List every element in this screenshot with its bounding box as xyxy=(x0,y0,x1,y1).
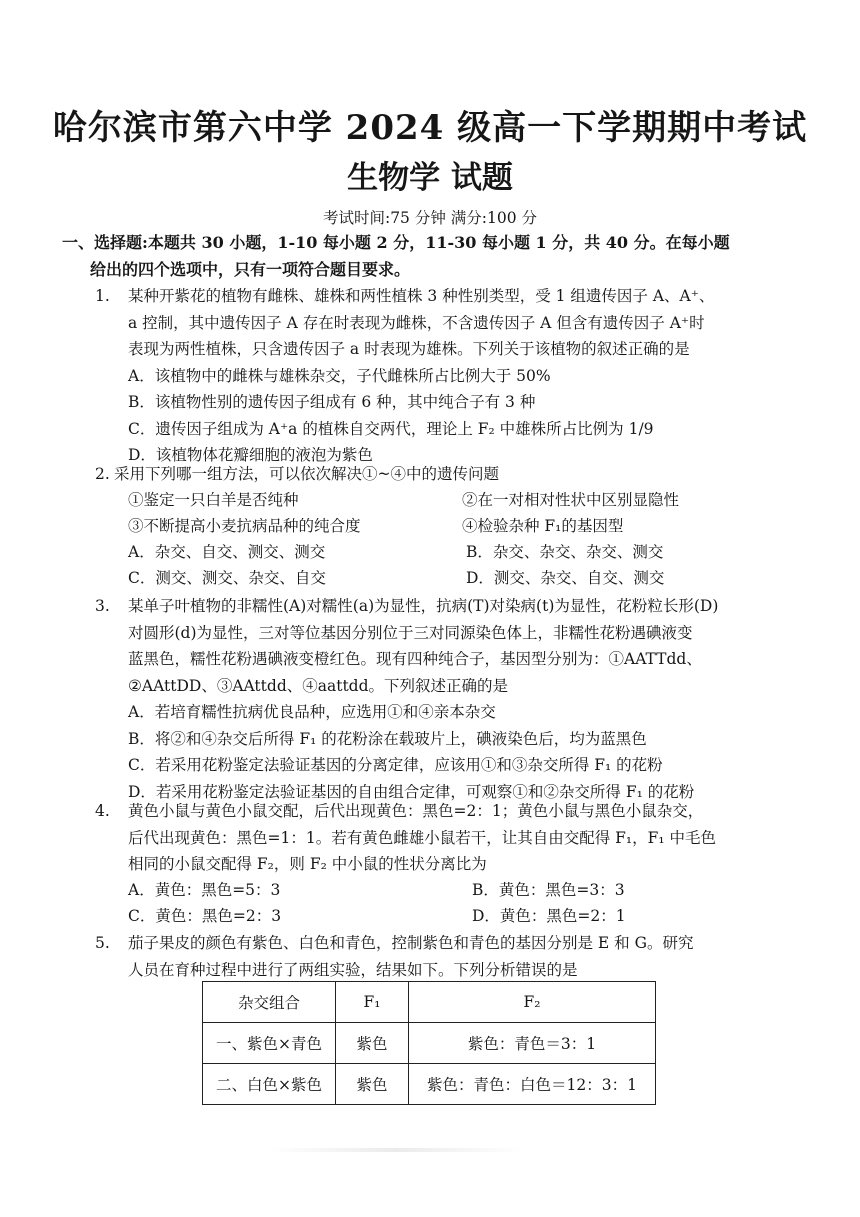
section-heading xyxy=(62,230,822,283)
option-c: C．遗传因子组成为 A⁺a 的植株自交两代，理论上 F₂ 中雄株所占比例为 1/9 xyxy=(128,419,654,438)
question-2-stem xyxy=(114,461,834,488)
table-cell: 紫色 xyxy=(336,1023,409,1064)
question-stem-line: a 控制，其中遗传因子 A 存在时表现为雌株，不含遗传因子 A 但含有遗传因子 A⁺时 xyxy=(128,313,705,332)
question-5 xyxy=(128,930,828,983)
table-header-cell: F₁ xyxy=(336,982,409,1023)
question-2-item-2: ②在一对相对性状中区别显隐性 xyxy=(462,491,680,509)
table-cell: 紫色：青色＝3：1 xyxy=(409,1023,656,1064)
table-cell: 紫色 xyxy=(336,1064,409,1105)
option-a: A．杂交、自交、测交、测交 xyxy=(128,543,326,561)
question-stem-line: 黄色小鼠与黄色小鼠交配，后代出现黄色：黑色=2：1；黄色小鼠与黑色小鼠杂交， xyxy=(128,802,704,820)
question-stem-line: 表现为两性植株，只含遗传因子 a 时表现为雄株。下列关于该植物的叙述正确的是 xyxy=(128,340,690,358)
table-header-cell: 杂交组合 xyxy=(203,982,336,1023)
option-d: D．黄色：黑色=2：1 xyxy=(472,907,626,925)
question-2-item-1: ①鉴定一只白羊是否纯种 xyxy=(128,491,299,509)
table-row xyxy=(203,1064,656,1105)
option-b: B．将②和④杂交后所得 F₁ 的花粉涂在载玻片上，碘液染色后，均为蓝黑色 xyxy=(128,729,647,748)
option-b: B．该植物性别的遗传因子组成有 6 种，其中纯合子有 3 种 xyxy=(128,393,536,411)
section-heading-line-2: 给出的四个选项中，只有一项符合题目要求。 xyxy=(90,259,411,279)
question-stem-line: 对圆形(d)为显性，三对等位基因分别位于三对同源染色体上，非糯性花粉遇碘液变 xyxy=(128,623,693,642)
option-a: A．若培育糯性抗病优良品种，应选用①和④亲本杂交 xyxy=(128,703,496,721)
question-stem-line: 人员在育种过程中进行了两组实验，结果如下。下列分析错误的是 xyxy=(128,960,578,979)
exam-subtitle: 生物学 试题 xyxy=(347,160,513,196)
question-stem-line: 后代出现黄色：黑色=1：1。若有黄色雌雄小鼠若干，让其自由交配得 F₁，F₁ 中毛色 xyxy=(128,828,717,847)
question-number: 2. xyxy=(95,465,110,483)
section-heading-line-1: 一、选择题:本题共 30 小题，1-10 每小题 2 分，11-30 每小题 1 分，共 40 分。在每小题 xyxy=(62,233,730,252)
question-number: 4. xyxy=(95,802,110,820)
question-stem-line: 茄子果皮的颜色有紫色、白色和青色，控制紫色和青色的基因分别是 E 和 G。研究 xyxy=(128,934,694,952)
question-number: 5. xyxy=(95,934,110,952)
scan-smudge xyxy=(266,1148,526,1152)
option-c: C．黄色：黑色=2：3 xyxy=(128,907,282,925)
exam-time-info: 考试时间:75 分钟 满分:100 分 xyxy=(322,209,538,227)
question-2-item-3: ③不断提高小麦抗病品种的纯合度 xyxy=(128,517,361,535)
option-c: C．若采用花粉鉴定法验证基因的分离定律，应该用①和③杂交所得 F₁ 的花粉 xyxy=(128,756,663,774)
option-a: A．黄色：黑色=5：3 xyxy=(128,881,281,899)
results-table xyxy=(202,981,656,1105)
question-stem-line: 采用下列哪一组方法，可以依次解决①~④中的遗传问题 xyxy=(114,465,499,483)
question-stem-line: 某单子叶植物的非糯性(A)对糯性(a)为显性，抗病(T)对染病(t)为显性，花粉粒长形(D) xyxy=(128,597,719,615)
question-stem-line: 相同的小鼠交配得 F₂，则 F₂ 中小鼠的性状分离比为 xyxy=(128,855,487,873)
option-c: C．测交、测交、杂交、自交 xyxy=(128,569,326,587)
question-1 xyxy=(128,283,828,469)
option-b: B．杂交、杂交、杂交、测交 xyxy=(466,543,664,561)
question-number: 3. xyxy=(95,597,110,615)
option-d: D．测交、杂交、自交、测交 xyxy=(466,569,665,587)
option-d: D．若采用花粉鉴定法验证基因的自由组合定律，可观察①和②杂交所得 F₁ 的花粉 xyxy=(128,782,695,801)
question-3 xyxy=(128,593,828,805)
table-header-row xyxy=(203,982,656,1023)
table-cell: 紫色：青色：白色＝12：3：1 xyxy=(409,1064,656,1105)
question-stem-line: 蓝黑色，糯性花粉遇碘液变橙红色。现有四种纯合子，基因型分别为：①AATTdd、 xyxy=(128,650,702,668)
question-stem-line: 某种开紫花的植物有雌株、雄株和两性植株 3 种性别类型，受 1 组遗传因子 A、A⁺、 xyxy=(128,287,715,305)
exam-title: 哈尔滨市第六中学 2024 级高一下学期期中考试 xyxy=(52,108,808,148)
table-cell: 二、白色×紫色 xyxy=(203,1064,336,1105)
option-a: A．该植物中的雌株与雄株杂交，子代雌株所占比例大于 50% xyxy=(128,366,551,385)
option-d: D．该植物体花瓣细胞的液泡为紫色 xyxy=(128,446,373,464)
question-stem-line: ②AAttDD、③AAttdd、④aattdd。下列叙述正确的是 xyxy=(128,676,509,695)
question-number: 1. xyxy=(95,287,110,305)
question-4 xyxy=(128,798,828,878)
table-header-cell: F₂ xyxy=(409,982,656,1023)
option-b: B．黄色：黑色=3：3 xyxy=(472,881,625,899)
question-2-item-4: ④检验杂种 F₁的基因型 xyxy=(462,517,624,535)
table-cell: 一、紫色×青色 xyxy=(203,1023,336,1064)
table-row xyxy=(203,1023,656,1064)
